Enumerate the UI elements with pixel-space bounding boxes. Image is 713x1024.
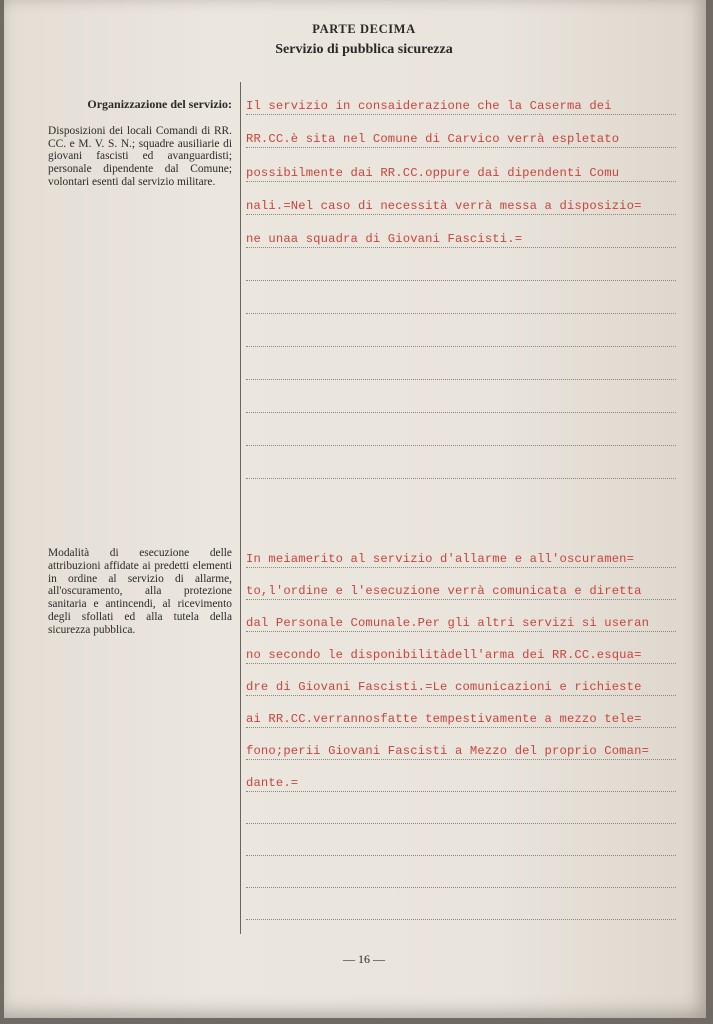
ruled-line xyxy=(246,181,676,182)
typed-line: ne unaa squadra di Giovani Fascisti.= xyxy=(246,232,523,246)
typed-line: RR.CC.è sita nel Comune di Carvico verrà espletato xyxy=(246,132,620,146)
ruled-line xyxy=(246,887,676,888)
ruled-line xyxy=(246,727,676,728)
document-page xyxy=(4,0,706,1018)
section2-description: Modalità di esecuzione delle attribuzioni affidate ai predetti elementi in ordine al servizio di allarme, all'oscuramento, alla protezione sanitaria e antincendi, al ricevimento degli sfollati ed alla tutela della sicurezza pubblica. xyxy=(48,547,232,636)
ruled-line xyxy=(246,695,676,696)
typed-line: no secondo le disponibilitàdell'arma dei RR.CC.esqua= xyxy=(246,648,642,662)
section1-description: Disposizioni dei locali Comandi di RR. CC. e M. V. S. N.; squadre ausiliarie di giovani fascisti ed avanguardisti; personale dipendente dal Comune; volontari esenti dal servizio militare. xyxy=(48,124,232,188)
ruled-line xyxy=(246,147,676,148)
typed-line: Il servizio in consaiderazione che la Caserma dei xyxy=(246,99,612,113)
typed-line: ai RR.CC.verrannosfatte tempestivamente a mezzo tele= xyxy=(246,712,642,726)
ruled-line xyxy=(246,663,676,664)
ruled-line xyxy=(246,412,676,413)
column-divider xyxy=(240,82,241,934)
ruled-line xyxy=(246,823,676,824)
ruled-line xyxy=(246,313,676,314)
typed-line: possibilmente dai RR.CC.oppure dai dipendenti Comu xyxy=(246,166,620,180)
section2-label xyxy=(48,547,232,637)
section1-label xyxy=(48,98,232,189)
ruled-line xyxy=(246,567,676,568)
part-title: PARTE DECIMA xyxy=(312,22,416,36)
typed-line: nali.=Nel caso di necessità verrà messa a disposizio= xyxy=(246,199,642,213)
typed-line: to,l'ordine e l'esecuzione verrà comunicata e diretta xyxy=(246,584,642,598)
ruled-line xyxy=(246,346,676,347)
ruled-line xyxy=(246,855,676,856)
ruled-line xyxy=(246,379,676,380)
ruled-line xyxy=(246,280,676,281)
ruled-line xyxy=(246,478,676,479)
ruled-line xyxy=(246,631,676,632)
ruled-line xyxy=(246,214,676,215)
page-number: — 16 — xyxy=(343,952,385,966)
page-header xyxy=(4,22,713,58)
ruled-line xyxy=(246,919,676,920)
ruled-line xyxy=(246,445,676,446)
typed-line: In meiamerito al servizio d'allarme e all'oscuramen= xyxy=(246,552,635,566)
ruled-line xyxy=(246,247,676,248)
typed-line: dre di Giovani Fascisti.=Le comunicazioni e richieste xyxy=(246,680,642,694)
ruled-line xyxy=(246,759,676,760)
typed-line: dante.= xyxy=(246,776,299,790)
section1-heading: Organizzazione del servizio: xyxy=(87,97,232,111)
section-title: Servizio di pubblica sicurezza xyxy=(275,42,453,57)
typed-line: fono;perii Giovani Fascisti a Mezzo del proprio Coman= xyxy=(246,744,650,758)
typed-line: dal Personale Comunale.Per gli altri servizi si useran xyxy=(246,616,650,630)
ruled-line xyxy=(246,791,676,792)
ruled-line xyxy=(246,114,676,115)
ruled-line xyxy=(246,599,676,600)
